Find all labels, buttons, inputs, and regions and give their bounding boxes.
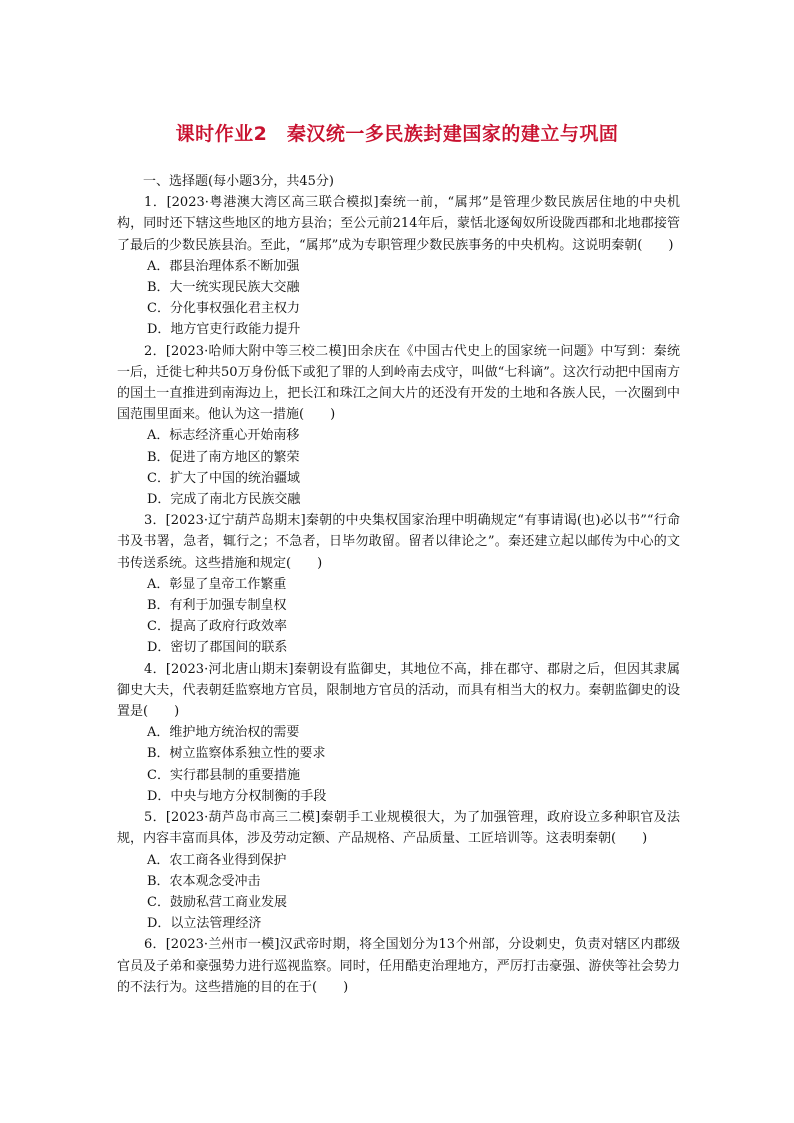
question-4	[117, 659, 680, 807]
option-c: C．分化事权强化君主权力	[147, 301, 300, 317]
option-a: A．彰显了皇帝工作繁重	[147, 576, 287, 592]
option-b: B．树立监察体系独立性的要求	[147, 746, 326, 762]
question-stem: 2．[2023·哈师大附中等三校二模]田余庆在《中国古代史上的国家统一问题》中写到：秦统一后，迁徙七种共50万身份低下或犯了罪的人到岭南去戍守，叫做“七科谪”。这次行动把中国南方的国土一直推进到南海边上，把长江和珠江之间大片的还没有开发的土地和各族人民，一次圈到中国范围里面来。他认为这一措施( )	[117, 343, 680, 423]
option-a: A．标志经济重心开始南移	[147, 428, 300, 444]
option-c: C．扩大了中国的统治疆域	[147, 470, 300, 486]
document-body	[117, 171, 680, 998]
question-stem: 1．[2023·粤港澳大湾区高三联合模拟]秦统一前，“属邦”是管理少数民族居住地的中央机构，同时还下辖这些地区的地方县治；至公元前214年后，蒙恬北逐匈奴所设陇西郡和北地郡接管了最后的少数民族县治。至此，“属邦”成为专职管理少数民族事务的中央机构。这说明秦朝( )	[117, 195, 680, 253]
option-d: D．以立法管理经济	[147, 916, 262, 932]
question-1	[117, 192, 680, 340]
question-2	[117, 341, 680, 511]
question-stem: 6．[2023·兰州市一模]汉武帝时期，将全国划分为13个州部，分设刺史，负责对辖区内郡级官员及子弟和豪强势力进行巡视监察。同时，任用酷吏治理地方，严厉打击豪强、游侠等社会势力的不法行为。这些措施的目的在于( )	[117, 937, 680, 995]
option-c: C．实行郡县制的重要措施	[147, 767, 300, 783]
question-stem: 3．[2023·辽宁葫芦岛期末]秦朝的中央集权国家治理中明确规定“有事请谒(也)必以书”“行命书及书署，急者，辄行之；不急者，日毕勿敢留。留者以律论之”。秦还建立起以邮传为中心的文书传送系统。这些措施和规定( )	[117, 513, 680, 571]
option-b: B．有利于加强专制皇权	[147, 598, 287, 614]
question-stem: 5．[2023·葫芦岛市高三二模]秦朝手工业规模很大，为了加强管理，政府设立多种职官及法规，内容丰富而具体，涉及劳动定额、产品规格、产品质量、工匠培训等。这表明秦朝( )	[117, 810, 680, 847]
option-c: C．提高了政府行政效率	[147, 619, 287, 635]
question-3	[117, 510, 680, 658]
option-a: A．维护地方统治权的需要	[147, 725, 300, 741]
option-a: A．农工商各业得到保护	[147, 852, 287, 868]
question-stem: 4．[2023·河北唐山期末]秦朝设有监御史，其地位不高，排在郡守、郡尉之后，但因其隶属御史大夫，代表朝廷监察地方官员，限制地方官员的活动，而具有相当大的权力。秦朝监御史的设置是( )	[117, 661, 680, 720]
option-b: B．促进了南方地区的繁荣	[147, 449, 300, 465]
option-a: A．郡县治理体系不断加强	[147, 258, 300, 274]
option-d: D．密切了郡国间的联系	[147, 640, 288, 656]
option-d: D．完成了南北方民族交融	[147, 492, 301, 508]
question-6	[117, 934, 680, 998]
option-b: B．大一统实现民族大交融	[147, 280, 300, 296]
option-d: D．中央与地方分权制衡的手段	[147, 788, 327, 804]
question-5	[117, 807, 680, 934]
option-d: D．地方官吏行政能力提升	[147, 322, 301, 338]
page-title: 课时作业2 秦汉统一多民族封建国家的建立与巩固	[175, 123, 619, 145]
option-b: B．农本观念受冲击	[147, 873, 261, 889]
section-heading: 一、选择题(每小题3分，共45分)	[143, 174, 334, 189]
option-c: C．鼓励私营工商业发展	[147, 894, 287, 910]
